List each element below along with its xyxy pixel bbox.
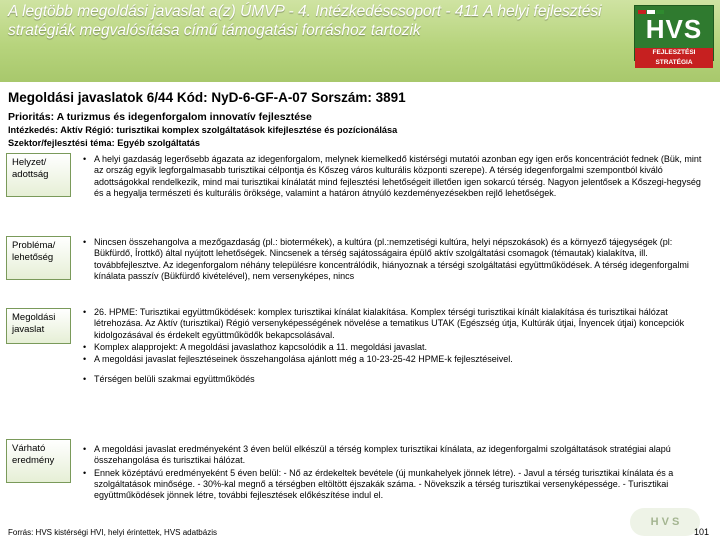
label-problema: Probléma/ lehetőség [6,236,71,280]
body-javaslat [80,307,712,387]
logo-subtitle: FEJLESZTÉSI STRATÉGIA [635,48,713,68]
list-item: • A megoldási javaslat eredményeként 3 éven belül elkészül a térség komplex turisztikai kínálata, az idegenforgalmi szolgáltatások stratégiai alapú összehangolása és turisztikai hálózat. [80,444,712,467]
body-eredmeny [80,444,712,502]
body-problema [80,237,712,283]
hvs-logo [634,5,714,66]
list-item: • Ennek középtávú eredményeként 5 éven belül: - Nő az érdekeltek bevétele (új munkahelyek jönnek létre). - Javul a térség turisztikai kínálata és a szolgáltatások minősége. - 30%-kal megnő a térségben eltöltött éjszakák száma. - Növekszik a térség turisztikai versenyképessége. - Turisztikai együttműködések jönnek létre, további fejlesztések előkészítése indul el. [80,468,712,502]
priority-line: Prioritás: A turizmus és idegenforgalom innovatív fejlesztése [8,111,312,123]
logo-text: HVS [645,14,703,44]
sector-line: Szektor/fejlesztési téma: Egyéb szolgáltatás [8,138,200,148]
header-banner [0,0,720,82]
list-item: • Komplex alapprojekt: A megoldási javaslathoz kapcsolódik a 11. megoldási javaslat. [80,342,712,353]
list-item: • Nincsen összehangolva a mezőgazdaság (pl.: biotermékek), a kultúra (pl.:nemzetiségi kultúra, helyi népszokások) és a környező tájegységek (pl: Bükfürdő, Írottkő) által nyújtott lehetőségek. Nincsenek a térség sajátosságaira épülő aktív szolgáltatási csomagok (témautak) kialakítva, ill. továbbfejlesztve. Az idegenforgalom néhány településre koncentrálódik, hiányoznak a térségi szolgáltatási együttműködések. A térség idegenforgalmi kínálata passzív (Bükfürdő kivételével), nem versenyképes, nincs [80,237,712,282]
label-javaslat: Megoldási javaslat [6,308,71,344]
list-item: • Térségen belüli szakmai együttműködés [80,374,712,385]
body-helyzet [80,154,712,200]
list-item: • 26. HPME: Turisztikai együttműködések: komplex turisztikai kínálat kialakítása. Komplex térségi turisztikai kínált kialakítása és turisztikai hálózat létrehozása. Az Aktív (turisztikai) Régió versenyképességének növelése a tematikus UTAK (Egészség útja, Kultúrák útjai, Ínyencek útjai) koncepciók kidolgozásával és érdekelt együttműködők bekapcsolásával. [80,307,712,341]
watermark-logo: H V S [630,508,700,536]
source-footer: Forrás: HVS kistérségi HVI, helyi érintettek, HVS adatbázis [8,528,217,537]
intervention-line: Intézkedés: Aktív Régió: turisztikai komplex szolgáltatások kifejlesztése és pozícionálása [8,125,398,135]
header-title: A legtöbb megoldási javaslat a(z) ÚMVP - 4. Intézkedéscsoport - 411 A helyi fejlesztési stratégiák megvalósítása című támogatási forráshoz tartozik [8,3,602,39]
page-number: 101 [694,527,710,537]
page-title: Megoldási javaslatok 6/44 Kód: NyD-6-GF-A-07 Sorszám: 3891 [8,90,406,105]
label-eredmeny: Várható eredmény [6,439,71,483]
list-item: • A helyi gazdaság legerősebb ágazata az idegenforgalom, melynek kiemelkedő kistérségi mutatói azonban egy igen erős koncentrációt fednek (Bük, mint az ország egyik legforgalmasabb turisztikai célpontja és Kőszeg város kulturális központi szerepe). A térség idegenforgalmi szempontból kiváló adottságokkal rendelkezik, mind mai turisztikai kínálatát mind fejlesztési lehetőségeit illetően igen sokarcú térség. Nagyon jelentősek a Kőszegi-hegység és a hegyalja természeti és kulturális öröksége, valamint a határon átnyúló kezdeményezésekben rejlő lehetőségek. [80,154,712,199]
list-item: • A megoldási javaslat fejlesztéseinek összehangolása ajánlott még a 10-23-25-42 HPME-k fejlesztéseivel. [80,354,712,365]
label-helyzet: Helyzet/ adottság [6,153,71,197]
